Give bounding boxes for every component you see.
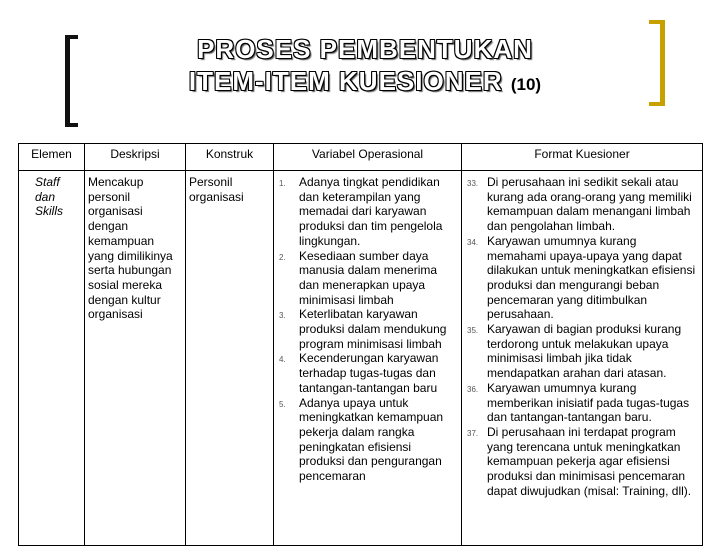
elemen-line: dan [35, 189, 56, 204]
list-item [277, 396, 458, 484]
title-suffix: (10) [510, 75, 542, 94]
header-elemen: Elemen [19, 144, 85, 171]
item-text: Adanya tingkat pendidikan dan keterampilan yang memadai dari karyawan produksi dan tim pengelola lingkungan. [299, 175, 443, 248]
item-number: 1. [279, 179, 286, 188]
page-title [90, 33, 640, 101]
item-text: Adanya upaya untuk meningkatkan kemampuan pekerja dalam rangka peningkatan efisiensi produksi dan pengurangan pencemaran [299, 395, 444, 484]
elemen-line: Skills [35, 204, 64, 219]
list-item [277, 175, 458, 249]
header-deskripsi: Deskripsi [85, 144, 186, 171]
kuesioner-list [465, 175, 699, 498]
list-item [465, 381, 699, 425]
list-item [465, 425, 699, 499]
header-variabel-operasional: Variabel Operasional [274, 144, 462, 171]
item-number: 4. [279, 355, 286, 365]
cell-elemen [19, 171, 85, 546]
item-text: Keterlibatan karyawan produksi dalam mendukung program minimisasi limbah [299, 307, 447, 351]
title-line-2 [90, 65, 640, 101]
item-number: 35. [467, 326, 479, 336]
cell-konstruk: Personil organisasi [186, 171, 274, 546]
item-text: Di perusahaan ini sedikit sekali atau kurang ada orang-orang yang memiliki kemampuan dalam menangani limbah dan pengolahan limbah. [487, 175, 692, 234]
header-format-kuesioner: Format Kuesioner [462, 144, 703, 171]
item-number: 33. [467, 179, 479, 188]
list-item [277, 249, 458, 308]
list-item [277, 307, 458, 351]
list-item [465, 322, 699, 381]
item-text: Di perusahaan ini terdapat program yang terencana untuk meningkatkan kemampuan pekerja agar efisiensi produksi dan minimisasi pencemaran dapat diwujudkan (misal: Training, dll). [487, 424, 692, 498]
title-line-1: PROSES PEMBENTUKAN [197, 34, 533, 64]
cell-variabel-operasional [274, 171, 462, 546]
item-number: 34. [467, 237, 479, 247]
item-number: 5. [279, 399, 286, 409]
item-number: 2. [279, 252, 286, 262]
cell-deskripsi: Mencakup personil organisasi dengan kemampuan yang dimilikinya serta hubungan sosial mereka dengan kultur organisasi [85, 171, 186, 546]
title-line-2-text: ITEM-ITEM KUESIONER [188, 66, 503, 96]
list-item [465, 234, 699, 322]
item-number: 3. [279, 311, 286, 321]
list-item [277, 351, 458, 395]
item-number: 37. [467, 428, 479, 438]
questionnaire-table [18, 143, 703, 546]
item-text: Karyawan umumnya kurang memahami upaya-upaya yang dapat dilakukan untuk meningkatkan efisiensi produksi dan mengurangi beban pencemaran yang ditimbulkan perusahaan. [487, 233, 696, 322]
item-text: Karyawan umumnya kurang memberikan inisiatif pada tugas-tugas dan tantangan-tantangan baru. [487, 380, 690, 425]
variabel-list [277, 175, 458, 484]
elemen-line: Staff [35, 175, 60, 189]
item-text: Karyawan di bagian produksi kurang terdorong untuk melakukan upaya minimisasi limbah jika tidak mendapatkan arahan dari atasan. [487, 322, 682, 381]
table-header-row [19, 144, 703, 171]
item-number: 36. [467, 384, 479, 394]
item-text: Kesediaan sumber daya manusia dalam menerima dan menerapkan upaya minimisasi limbah [299, 248, 438, 307]
header-konstruk: Konstruk [186, 144, 274, 171]
right-bracket-decoration [649, 20, 665, 106]
left-bracket-decoration [65, 35, 78, 127]
list-item [465, 175, 699, 234]
item-text: Kecenderungan karyawan terhadap tugas-tugas dan tantangan-tantangan baru [299, 351, 439, 395]
cell-format-kuesioner [462, 171, 703, 546]
table-row [19, 171, 703, 546]
